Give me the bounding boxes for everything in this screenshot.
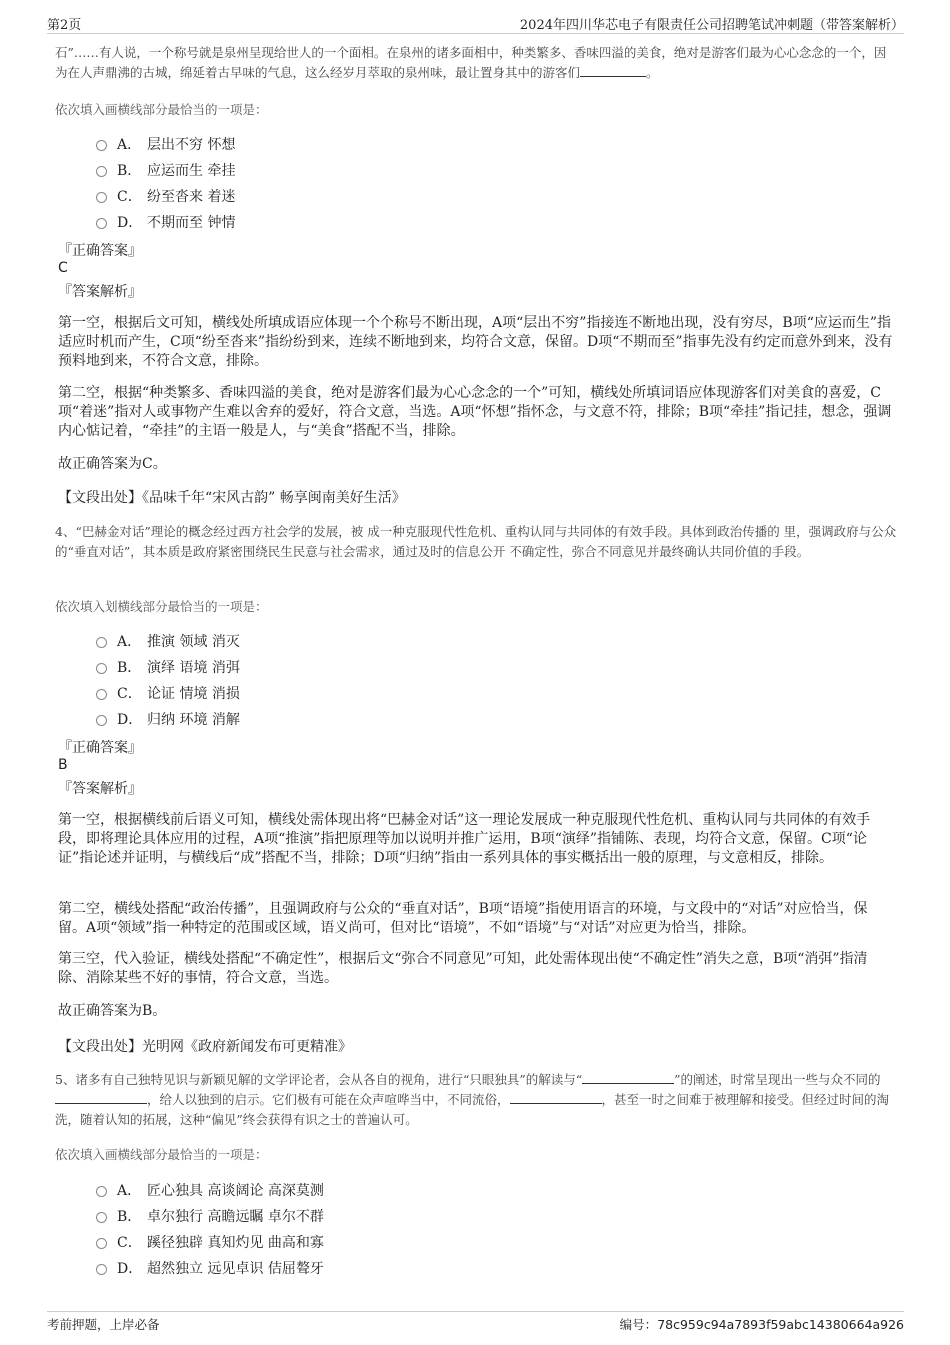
analysis-paragraph: 第二空，横线处搭配“政治传播”，且强调政府与公众的“垂直对话”，B项“语境”指使用语言的环境，与文段中的“对话”对应恰当，保留。A项“领域”指一种特定的范围或区域，语义尚可，但对比“语境”，不如“语境”与“对话”对应更为恰当，排除。 <box>58 901 868 936</box>
radio-icon[interactable] <box>96 637 107 648</box>
analysis-paragraph: 第一空，根据横线前后语义可知，横线处需体现出将“巴赫金对话”这一理论发展成一种克服现代性危机、重构认同与共同体的有效手段，即将理论具体应用的过程，A项“推演”指把原理等加以说明并推广运用，B项“演绎”指铺陈、表现，均符合文意，保留。C项“论证”指论述并证明，与横线后“成”搭配不当，排除；D项“归纳”指由一系列具体的事实概括出一般的原理，与文意相反，排除。 <box>58 812 871 866</box>
question-5-options <box>96 1177 324 1281</box>
option-a[interactable]: A． 层出不穷 怀想 <box>96 131 235 157</box>
analysis-conclusion: 故正确答案为C。 <box>58 456 167 472</box>
radio-icon[interactable] <box>96 192 107 203</box>
fill-blank <box>582 1071 674 1084</box>
source-citation: 【文段出处】《品味千年“宋风古韵” 畅享闽南美好生活》 <box>58 490 406 506</box>
footer-slogan: 考前押题，上岸必备 <box>47 1317 160 1332</box>
question-5-stem: 5、诸多有自己独特见识与新颖见解的文学评论者，会从各自的视角，进行“只眼独具”的解读与“ ”的阐述，时常呈现出一些与众不同的，给人以独到的启示。它们极有可能在众声喧哗当中，不同流俗， ，甚至一时之间难于被理解和接受。但经过时间的淘洗，随着认知的拓展，这种“偏见”终会获得有识之士的普遍认可。 <box>55 1072 890 1127</box>
radio-icon[interactable] <box>96 1264 107 1275</box>
radio-icon[interactable] <box>96 166 107 177</box>
source-citation: 【文段出处】光明网《政府新闻发布可更精准》 <box>58 1039 352 1055</box>
option-a[interactable]: A． 推演 领域 消灭 <box>96 628 240 654</box>
answer-label: 『正确答案』 <box>58 740 142 756</box>
option-c[interactable]: C． 论证 情境 消损 <box>96 680 240 706</box>
option-d[interactable]: D． 超然独立 远见卓识 佶屈聱牙 <box>96 1255 324 1281</box>
radio-icon[interactable] <box>96 1238 107 1249</box>
answer-value: B <box>58 757 68 773</box>
radio-icon[interactable] <box>96 689 107 700</box>
question-4-prompt: 依次填入划横线部分最恰当的一项是： <box>55 599 268 614</box>
option-c[interactable]: C． 蹊径独辟 真知灼见 曲高和寡 <box>96 1229 324 1255</box>
radio-icon[interactable] <box>96 1186 107 1197</box>
question-4-options <box>96 628 240 732</box>
question-3-prompt: 依次填入画横线部分最恰当的一项是： <box>55 102 268 117</box>
radio-icon[interactable] <box>96 140 107 151</box>
question-3-stem: 石”……有人说，一个称号就是泉州呈现给世人的一个面相。在泉州的诸多面相中，种类繁多、香味四溢的美食，绝对是游客们最为心心念念的一个，因为在人声鼎沸的古城，绵延着古早味的气息，这么经岁月萃取的泉州味，最让置身其中的游客们 。 <box>55 45 887 80</box>
page-footer <box>47 1311 904 1332</box>
document-code: 编号：78c959c94a7893f59abc14380664a926 <box>619 1317 904 1332</box>
option-d[interactable]: D． 不期而至 钟情 <box>96 209 235 235</box>
option-d[interactable]: D． 归纳 环境 消解 <box>96 706 240 732</box>
answer-label: 『正确答案』 <box>58 243 142 259</box>
answer-value: C <box>58 260 68 276</box>
option-a[interactable]: A． 匠心独具 高谈阔论 高深莫测 <box>96 1177 324 1203</box>
question-4-stem: 4、“巴赫金对话”理论的概念经过西方社会学的发展，被 成一种克服现代性危机、重构认同与共同体的有效手段。具体到政治传播的 里，强调政府与公众的“垂直对话”，其本质是政府紧密围绕民生民意与社会需求，通过及时的信息公开 不确定性，弥合不同意见并最终确认共同价值的手段。 <box>55 524 897 559</box>
question-3-options <box>96 131 235 235</box>
option-b[interactable]: B． 应运而生 牵挂 <box>96 157 235 183</box>
analysis-label: 『答案解析』 <box>58 781 142 797</box>
analysis-paragraph: 第三空，代入验证，横线处搭配“不确定性”，根据后文“弥合不同意见”可知，此处需体现出使“不确定性”消失之意，B项“消弭”指清除、消除某些不好的事情，符合文意，当选。 <box>58 951 868 986</box>
fill-blank <box>55 1091 147 1104</box>
fill-blank <box>510 1091 602 1104</box>
radio-icon[interactable] <box>96 218 107 229</box>
radio-icon[interactable] <box>96 663 107 674</box>
question-5-prompt: 依次填入画横线部分最恰当的一项是： <box>55 1147 268 1162</box>
option-b[interactable]: B． 演绎 语境 消弭 <box>96 654 240 680</box>
radio-icon[interactable] <box>96 1212 107 1223</box>
analysis-paragraph: 第一空，根据后文可知，横线处所填成语应体现一个个称号不断出现，A项“层出不穷”指接连不断地出现，没有穷尽，B项“应运而生”指适应时机而产生，C项“纷至沓来”指纷纷到来，连续不断地到来，均符合文意，保留。D项“不期而至”指事先没有约定而意外到来，没有预料地到来，不符合文意，排除。 <box>58 315 893 369</box>
document-title: 2024年四川华芯电子有限责任公司招聘笔试冲刺题（带答案解析） <box>519 18 904 33</box>
option-c[interactable]: C． 纷至沓来 着迷 <box>96 183 235 209</box>
page-header <box>47 13 904 34</box>
fill-blank <box>580 64 646 77</box>
analysis-label: 『答案解析』 <box>58 284 142 300</box>
radio-icon[interactable] <box>96 715 107 726</box>
page-number: 第2页 <box>47 18 82 33</box>
analysis-paragraph: 第二空，根据“种类繁多、香味四溢的美食，绝对是游客们最为心心念念的一个”可知，横线处所填词语应体现游客们对美食的喜爱，C项“着迷”指对人或事物产生难以舍弃的爱好，符合文意，当选。A项“怀想”指怀念，与文意不符，排除；B项“牵挂”指记挂，想念，强调内心惦记着，“牵挂”的主语一般是人，与“美食”搭配不当，排除。 <box>58 385 892 439</box>
analysis-conclusion: 故正确答案为B。 <box>58 1003 167 1019</box>
option-b[interactable]: B． 卓尔独行 高瞻远瞩 卓尔不群 <box>96 1203 324 1229</box>
